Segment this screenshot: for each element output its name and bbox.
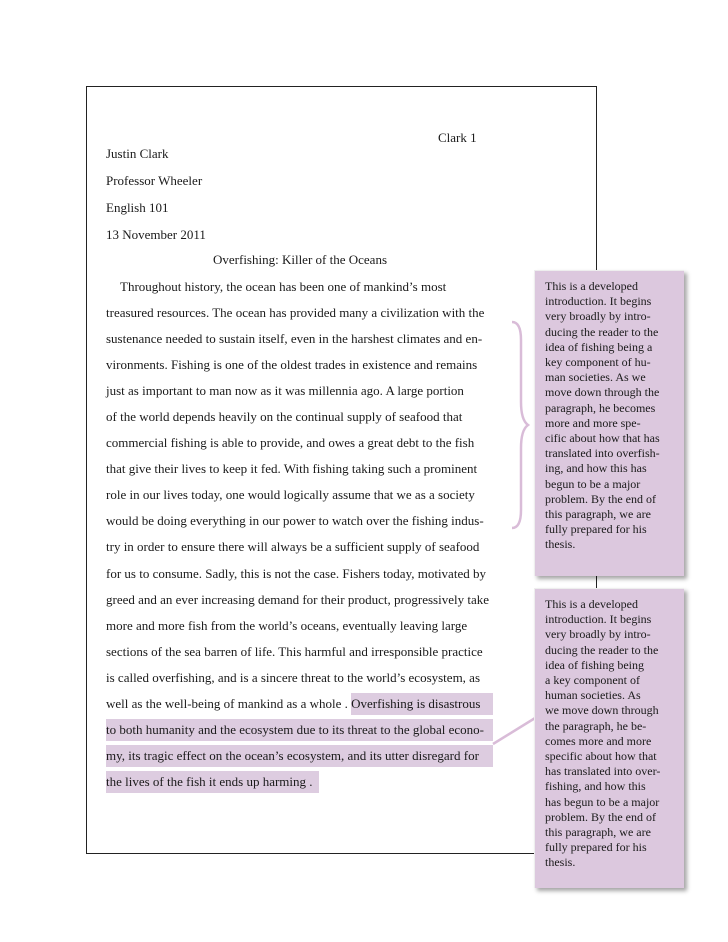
- essay-line: commercial fishing is able to provide, and owes a great debt to the fish: [106, 435, 475, 450]
- author-name: Justin Clark: [106, 146, 169, 161]
- comment-line: comes more and more: [545, 733, 652, 748]
- comment-box-introduction: [534, 270, 684, 576]
- comment-line: a key component of: [545, 673, 640, 688]
- comment-line: idea of fishing being a: [545, 339, 653, 354]
- essay-line: greed and an ever increasing demand for their product, progressively take: [106, 592, 489, 607]
- comment-line: specific about how that: [545, 749, 657, 764]
- comment-line: key component of hu-: [545, 355, 651, 370]
- comment-line: the paragraph, he be-: [545, 718, 647, 733]
- essay-line: Throughout history, the ocean has been one of mankind’s most: [120, 279, 447, 294]
- comment-line: man societies. As we: [545, 370, 646, 385]
- thesis-line: my, its tragic effect on the ocean’s ecosystem, and its utter disregard for: [106, 748, 479, 763]
- comment-line: translated into overfish-: [545, 446, 660, 461]
- essay-line: more and more fish from the world’s oceans, eventually leaving large: [106, 618, 468, 633]
- comment-line: introduction. It begins: [545, 612, 652, 627]
- comment-line: ducing the reader to the: [545, 642, 659, 657]
- essay-line: sustenance needed to sustain itself, even in the harshest climates and en-: [106, 331, 483, 346]
- comment-line: this paragraph, we are: [545, 825, 651, 840]
- thesis-line: to both humanity and the ecosystem due to its threat to the global econo-: [106, 722, 484, 737]
- comment-line: fully prepared for his: [545, 840, 647, 855]
- comment-line: has begun to be a major: [545, 794, 660, 809]
- comment-line: has translated into over-: [545, 764, 661, 779]
- comment-line: problem. By the end of: [545, 491, 656, 506]
- essay-title: Overfishing: Killer of the Oceans: [213, 252, 388, 267]
- comment-box-thesis: [534, 588, 684, 888]
- essay-line: of the world depends heavily on the continual supply of seafood that: [106, 409, 463, 424]
- essay-line: treasured resources. The ocean has provided many a civilization with the: [106, 305, 485, 320]
- date: 13 November 2011: [106, 227, 206, 242]
- course-name: English 101: [106, 200, 169, 215]
- comment-line: begun to be a major: [545, 476, 641, 491]
- comment-line: ducing the reader to the: [545, 324, 659, 339]
- comment-line: This is a developed: [545, 279, 638, 293]
- comment-line: very broadly by intro-: [545, 627, 651, 642]
- essay-line-text: well as the well-being of mankind as a whole .: [106, 696, 352, 711]
- comment-line: problem. By the end of: [545, 809, 656, 824]
- essay-line: try in order to ensure there will always be a sufficient supply of seafood: [106, 539, 480, 554]
- comment-line: move down through the: [545, 385, 660, 400]
- comment-line: paragraph, he becomes: [545, 400, 656, 415]
- essay-line: [106, 696, 480, 712]
- page-number: Clark 1: [438, 130, 477, 145]
- comment-line: fishing, and how this: [545, 779, 646, 794]
- comment-line: cific about how that has: [545, 431, 660, 446]
- essay-line: that give their lives to keep it fed. With fishing taking such a prominent: [106, 461, 478, 476]
- comment-line: thesis.: [545, 537, 576, 552]
- comment-line: This is a developed: [545, 597, 638, 611]
- essay-line: vironments. Fishing is one of the oldest trades in existence and remains: [106, 357, 478, 372]
- comment-line: thesis.: [545, 855, 576, 870]
- comment-line: more and more spe-: [545, 415, 641, 430]
- essay-line: is called overfishing, and is a sincere threat to the world’s ecosystem, as: [106, 670, 481, 685]
- comment-line: human societies. As: [545, 688, 641, 703]
- comment-line: introduction. It begins: [545, 294, 652, 309]
- thesis-start: Overfishing is disastrous: [351, 696, 481, 711]
- comment-line: this paragraph, we are: [545, 507, 651, 522]
- essay-line: just as important to man now as it was millennia ago. A large portion: [106, 383, 464, 398]
- comment-line: ing, and how this has: [545, 461, 647, 476]
- comment-line: we move down through: [545, 703, 659, 718]
- comment-line: idea of fishing being: [545, 657, 644, 672]
- professor-name: Professor Wheeler: [106, 173, 203, 188]
- essay-line: for us to consume. Sadly, this is not the case. Fishers today, motivated by: [106, 566, 486, 581]
- comment-line: fully prepared for his: [545, 522, 647, 537]
- essay-line: role in our lives today, one would logically assume that we as a society: [106, 487, 475, 502]
- thesis-line: the lives of the fish it ends up harming .: [106, 774, 313, 789]
- comment-line: very broadly by intro-: [545, 309, 651, 324]
- essay-line: would be doing everything in our power to watch over the fishing indus-: [106, 513, 484, 528]
- essay-line: sections of the sea barren of life. This harmful and irresponsible practice: [106, 644, 483, 659]
